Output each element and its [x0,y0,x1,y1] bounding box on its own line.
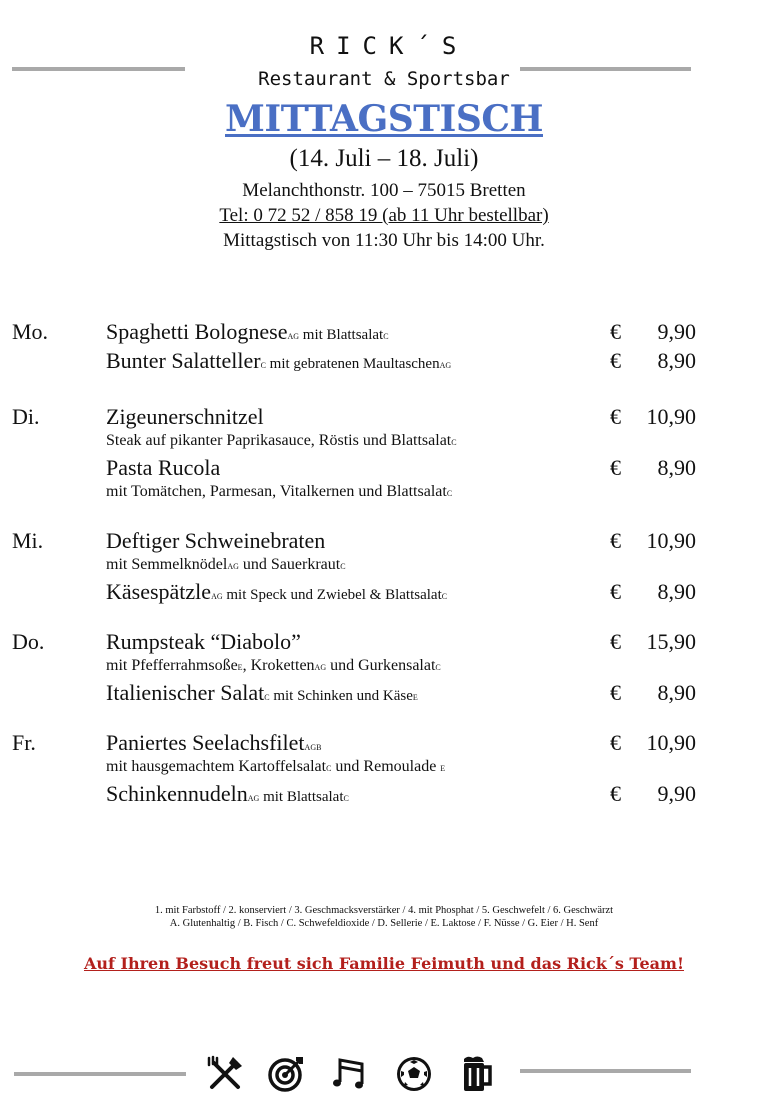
phone-number[interactable]: Tel: 0 72 52 / 858 19 (ab 11 Uhr bestellbar) [219,205,549,226]
dish-monday-2 [106,348,451,374]
allergen-tag: AG [227,562,239,571]
currency: € [610,730,621,755]
day-label-tuesday: Di. [12,404,40,429]
allergen-tag: C [340,562,346,571]
dish-name: Spaghetti Bolognese [106,319,288,344]
allergens-legend: A. Glutenhaltig / B. Fisch / C. Schwefeldioxide / D. Sellerie / E. Laktose / F. Nüsse / G. Eier / H. Senf [169,918,599,929]
dish-friday-2 [106,781,349,807]
price-amount: 8,90 [657,455,696,480]
dish-thursday-1 [106,629,301,655]
dish-side: mit Schinken und Käse [269,688,413,704]
dish-description [106,432,457,450]
description-text: und Sauerkraut [238,556,341,573]
allergen-tag: C [383,332,389,341]
allergen-tag: C [446,489,453,498]
price-amount: 10,90 [646,730,696,755]
address: Melanchthonstr. 100 – 75015 Bretten [242,180,526,201]
dish-monday-1 [106,319,389,345]
description-text: und Gurkensalat [326,657,436,674]
currency: € [610,348,621,373]
allergen-tag: E [237,663,243,672]
allergen-tag: AG [247,794,260,803]
price-tuesday-2 [610,455,696,481]
allergen-tag: AG [211,592,223,601]
allergen-tag: AG [287,332,300,341]
dish-thursday-2 [106,680,418,706]
price-amount: 8,90 [657,680,696,705]
page-title: MITTAGSTISCH [225,98,543,140]
price-monday-2 [610,348,696,374]
footer-message: Auf Ihren Besuch freut sich Familie Feimuth und das Rick´s Team! [83,954,684,973]
dish-name: Zigeunerschnitzel [106,404,264,429]
day-label-wednesday: Mi. [12,528,44,553]
allergen-tag: C [343,794,349,803]
allergen-tag: E [412,693,418,702]
description-text: mit Pfefferrahmsoße [106,657,238,674]
dish-name: Paniertes Seelachsfilet [106,730,305,755]
allergen-tag: C [441,592,448,601]
dish-name: Käsespätzle [106,579,212,604]
price-wednesday-2 [610,579,696,605]
subtitle: Restaurant & Sportsbar [258,68,510,90]
price-amount: 9,90 [657,781,696,806]
allergen-tag: E [440,764,446,773]
price-amount: 10,90 [646,528,696,553]
allergen-tag: AGB [304,743,322,752]
dish-side: mit Speck und Zwiebel & Blattsalat [222,587,442,603]
description-text: mit Tomätchen, Parmesan, Vitalkernen und Blattsalat [106,483,447,500]
price-amount: 9,90 [657,319,696,344]
dish-description [106,556,346,574]
dish-side: mit Blattsalat [259,789,344,805]
description-text: mit Semmelknödel [106,556,228,573]
price-friday-1 [610,730,696,756]
dish-name: Rumpsteak “Diabolo” [106,629,301,654]
allergen-tag: C [435,663,441,672]
dish-name: Schinkennudeln [106,781,248,806]
footer-rule-right [520,1069,691,1073]
currency: € [610,680,621,705]
dish-description [106,483,452,501]
date-range: (14. Juli – 18. Juli) [289,145,479,172]
description-text: mit hausgemachtem Kartoffelsalat [106,758,327,775]
brand-name: RICK´S [309,32,469,60]
target-icon [266,1054,306,1094]
allergen-tag: C [264,693,270,702]
currency: € [610,781,621,806]
allergen-tag: AG [314,663,327,672]
currency: € [610,319,621,344]
currency: € [610,528,621,553]
currency: € [610,455,621,480]
price-amount: 15,90 [646,629,696,654]
opening-hours: Mittagstisch von 11:30 Uhr bis 14:00 Uhr. [223,230,545,251]
description-text: , Kroketten [242,657,315,674]
dish-side: mit gebratenen Maultaschen [265,356,440,372]
allergen-tag: AG [439,361,452,370]
allergen-tag: C [326,764,332,773]
currency: € [610,404,621,429]
description-text: Steak auf pikanter Paprikasauce, Röstis und Blattsalat [106,432,452,449]
price-wednesday-1 [610,528,696,554]
price-amount: 10,90 [646,404,696,429]
dish-wednesday-1 [106,528,325,554]
beer-mug-icon [456,1054,496,1094]
day-label-monday: Mo. [12,319,49,344]
allergen-tag: C [451,438,457,447]
cutlery-icon [205,1054,245,1094]
price-friday-2 [610,781,696,807]
currency: € [610,579,621,604]
dish-wednesday-2 [106,579,447,605]
currency: € [610,629,621,654]
day-label-friday: Fr. [12,730,36,755]
price-thursday-2 [610,680,696,706]
price-thursday-1 [610,629,696,655]
dish-description [106,758,445,776]
dish-name: Italienischer Salat [106,680,265,705]
dish-description [106,657,441,675]
price-amount: 8,90 [657,348,696,373]
dish-tuesday-2 [106,455,220,481]
dish-name: Pasta Rucola [106,455,221,480]
dish-tuesday-1 [106,404,264,430]
footer-rule-left [14,1072,186,1076]
dish-name: Deftiger Schweinebraten [106,528,326,553]
description-text: und Remoulade [331,758,441,775]
price-tuesday-1 [610,404,696,430]
dish-friday-1 [106,730,321,756]
dish-side: mit Blattsalat [299,327,384,343]
additives-legend: 1. mit Farbstoff / 2. konserviert / 3. Geschmacksverstärker / 4. mit Phosphat / 5. Geschwefelt / 6. Geschwärzt [154,905,614,916]
soccer-ball-icon [394,1054,434,1094]
allergen-tag: C [260,361,266,370]
price-amount: 8,90 [657,579,696,604]
day-label-thursday: Do. [12,629,45,654]
dish-name: Bunter Salatteller [106,348,261,373]
price-monday-1 [610,319,696,345]
music-icon [330,1054,370,1094]
